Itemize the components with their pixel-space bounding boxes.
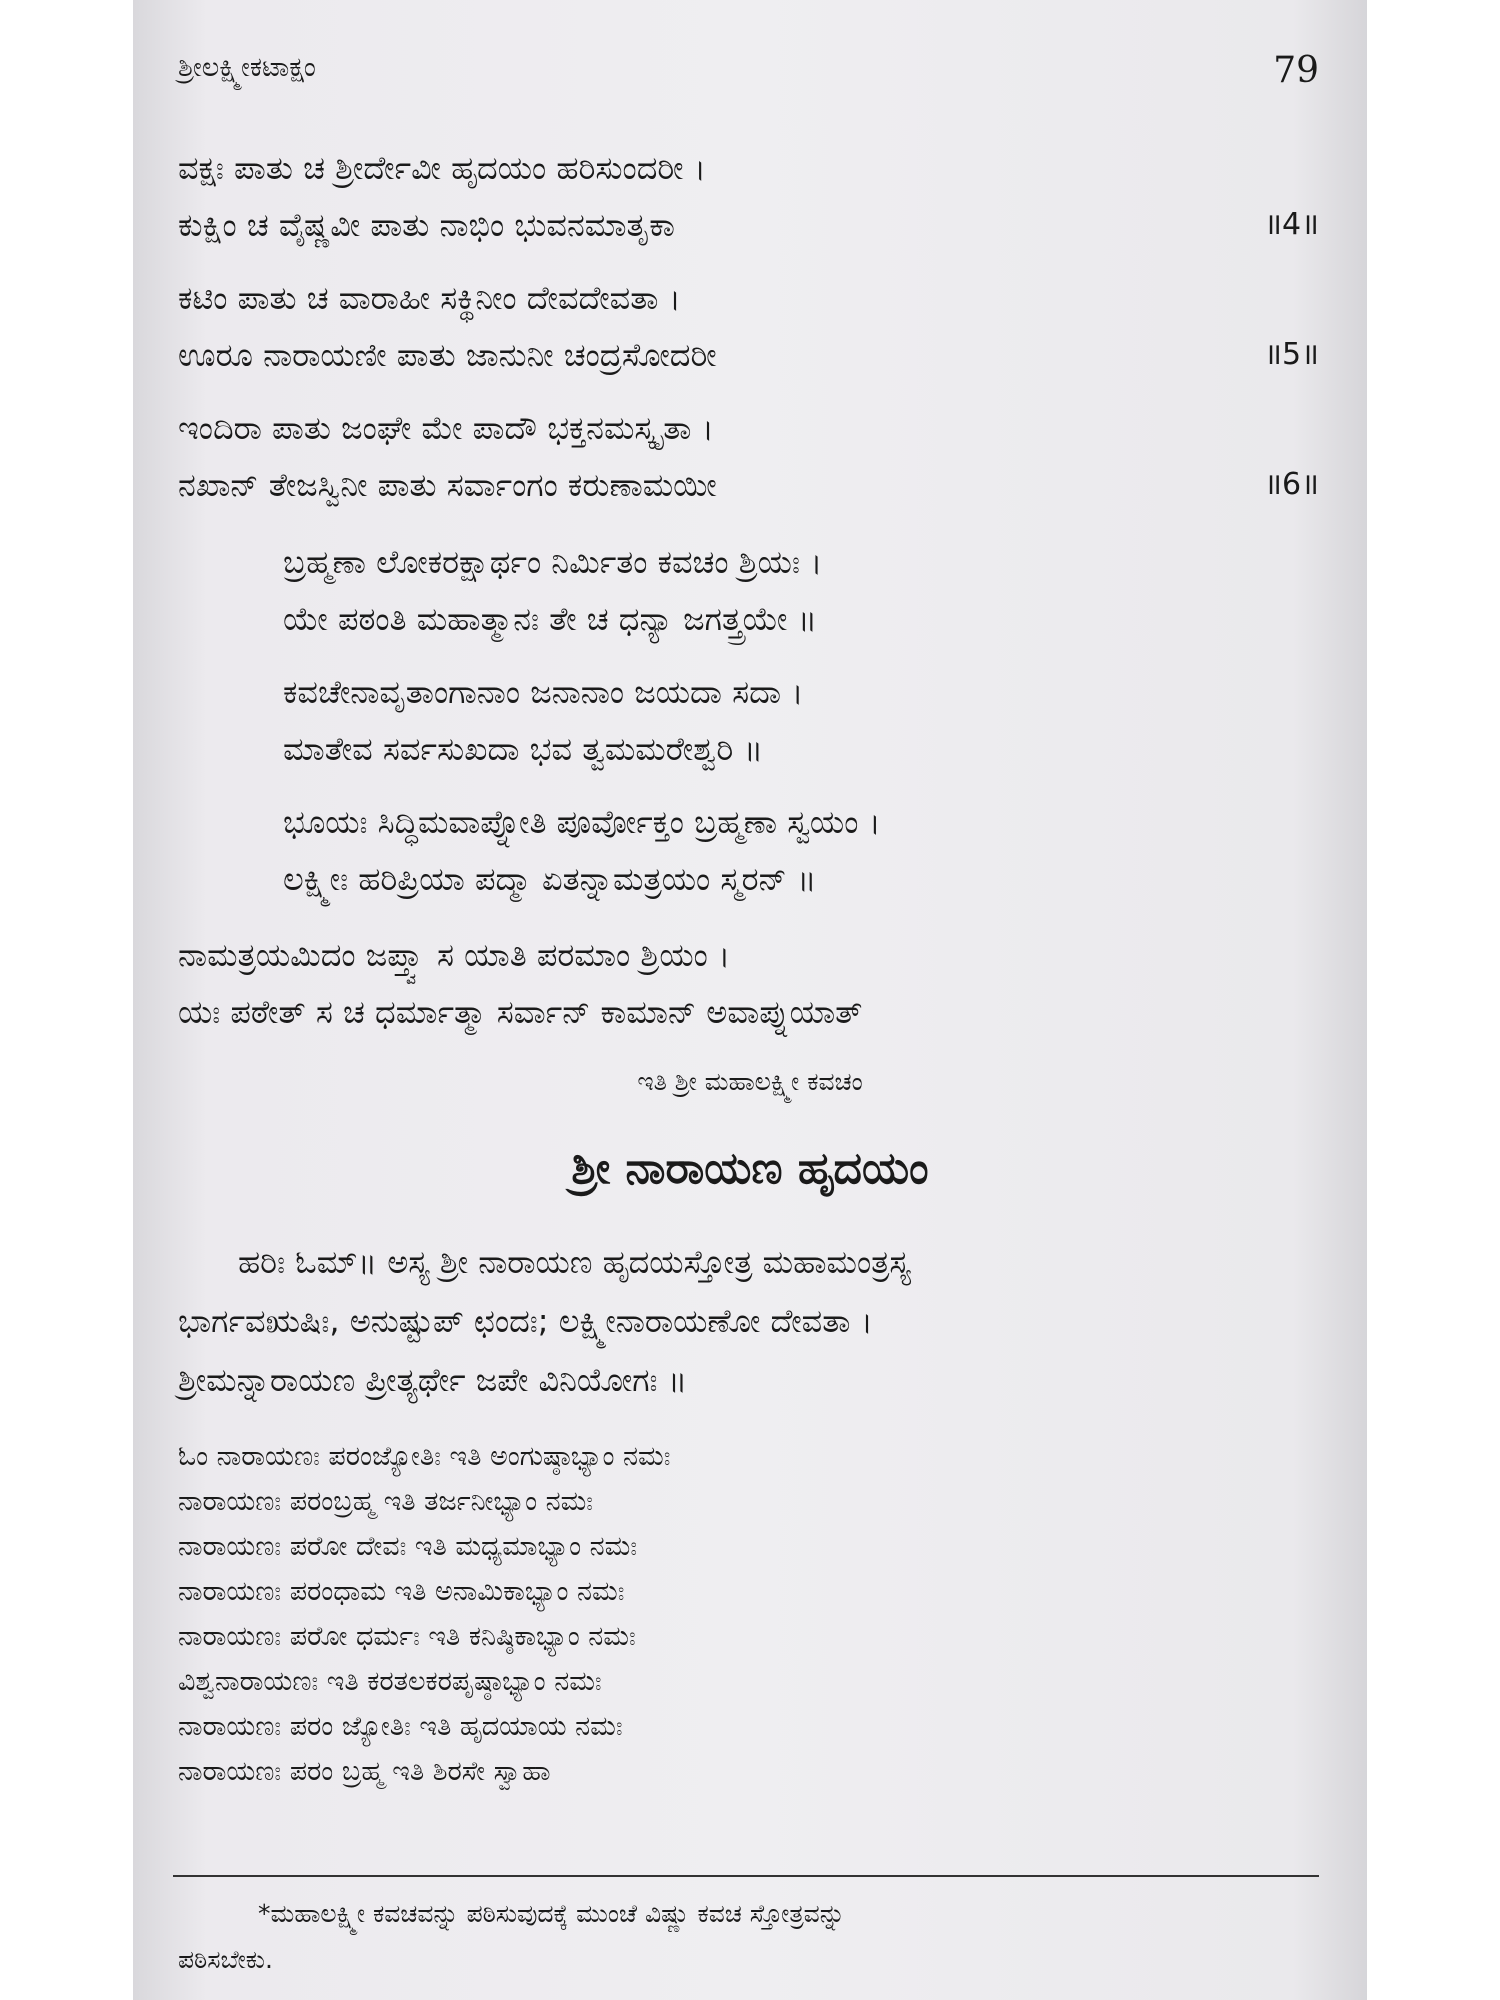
verse-number: ॥6॥: [1263, 467, 1319, 502]
indented-verse-line: ಲಕ್ಷ್ಮೀಃ ಹರಿಪ್ರಿಯಾ ಪದ್ಮಾ ಏತನ್ನಾಮತ್ರಯಂ ಸ್ಮರನ್ ॥: [283, 860, 817, 898]
nyasa-line: ನಾರಾಯಣಃ ಪರೋ ದೇವಃ ಇತಿ ಮಧ್ಯಮಾಭ್ಯಾಂ ನಮಃ: [178, 1531, 638, 1562]
indented-verse-line: ಕವಚೇನಾವೃತಾಂಗಾನಾಂ ಜನಾನಾಂ ಜಯದಾ ಸದಾ ।: [283, 673, 804, 711]
nyasa-line: ನಾರಾಯಣಃ ಪರೋ ಧರ್ಮಃ ಇತಿ ಕನಿಷ್ಠಿಕಾಭ್ಯಾಂ ನಮಃ: [178, 1621, 636, 1652]
indented-verse-line: ಯೇ ಪಠಂತಿ ಮಹಾತ್ಮಾನಃ ತೇ ಚ ಧನ್ಯಾ ಜಗತ್ತ್ರಯೇ ॥: [283, 600, 818, 638]
closing-line: ಯಃ ಪಠೇತ್ ಸ ಚ ಧರ್ಮಾತ್ಮಾ ಸರ್ವಾನ್ ಕಾಮಾನ್ ಅವಾಪ್ನುಯಾತ್: [178, 993, 863, 1031]
verse-line: ಇಂದಿರಾ ಪಾತು ಜಂಘೇ ಮೇ ಪಾದೌ ಭಕ್ತನಮಸ್ಕೃತಾ ।: [178, 409, 714, 447]
indented-verse-line: ಬ್ರಹ್ಮಣಾ ಲೋಕರಕ್ಷಾರ್ಥಂ ನಿರ್ಮಿತಂ ಕವಚಂ ಶ್ರಿಯಃ ।: [283, 543, 823, 581]
running-title: ಶ್ರೀಲಕ್ಷ್ಮೀಕಟಾಕ್ಷಂ: [178, 52, 316, 83]
nyasa-line: ನಾರಾಯಣಃ ಪರಂ ಬ್ರಹ್ಮ ಇತಿ ಶಿರಸೇ ಸ್ವಾಹಾ: [178, 1756, 551, 1787]
colophon: ಇತಿ ಶ್ರೀ ಮಹಾಲಕ್ಷ್ಮೀ ಕವಚಂ: [637, 1067, 863, 1096]
intro-line: ಭಾರ್ಗವಋಷಿಃ, ಅನುಷ್ಟುಪ್ ಛಂದಃ; ಲಕ್ಷ್ಮೀನಾರಾಯಣೋ ದೇವತಾ ।: [178, 1302, 873, 1340]
intro-line: ಶ್ರೀಮನ್ನಾರಾಯಣ ಪ್ರೀತ್ಯರ್ಥೇ ಜಪೇ ವಿನಿಯೋಗಃ ॥: [178, 1361, 688, 1399]
verse-line: ಊರೂ ನಾರಾಯಣೀ ಪಾತು ಜಾನುನೀ ಚಂದ್ರಸೋದರೀ ॥5॥: [178, 330, 1319, 380]
footnote-divider: [173, 1875, 1319, 1877]
footnote-line: ಪಠಿಸಬೇಕು.: [178, 1945, 273, 1974]
verse-line: ವಕ್ಷಃ ಪಾತು ಚ ಶ್ರೀರ್ದೇವೀ ಹೃದಯಂ ಹರಿಸುಂದರೀ ।: [178, 149, 706, 187]
indented-verse-line: ಭೂಯಃ ಸಿದ್ಧಿಮವಾಪ್ನೋತಿ ಪೂರ್ವೋಕ್ತಂ ಬ್ರಹ್ಮಣಾ ಸ್ವಯಂ ।: [283, 803, 881, 841]
footnote-line: *ಮಹಾಲಕ್ಷ್ಮೀ ಕವಚವನ್ನು ಪಠಿಸುವುದಕ್ಕೆ ಮುಂಚೆ ವಿಷ್ಣು ಕವಚ ಸ್ತೋತ್ರವನ್ನು: [258, 1899, 845, 1928]
verse-line: ಕಟಿಂ ಪಾತು ಚ ವಾರಾಹೀ ಸಕ್ಥಿನೀಂ ದೇವದೇವತಾ ।: [178, 279, 681, 317]
page-number: 79: [1273, 50, 1319, 91]
closing-line: ನಾಮತ್ರಯಮಿದಂ ಜಪ್ತ್ವಾ ಸ ಯಾತಿ ಪರಮಾಂ ಶ್ರಿಯಂ ।: [178, 936, 731, 974]
nyasa-line: ನಾರಾಯಣಃ ಪರಂ ಜ್ಯೋತಿಃ ಇತಿ ಹೃದಯಾಯ ನಮಃ: [178, 1711, 623, 1742]
verse-number: ॥4॥: [1263, 207, 1319, 242]
verse-line: ಕುಕ್ಷಿಂ ಚ ವೈಷ್ಣವೀ ಪಾತು ನಾಭಿಂ ಭುವನಮಾತೃಕಾ ॥4॥: [178, 200, 1319, 250]
book-page: [133, 0, 1367, 2000]
verse-line: ನಖಾನ್ ತೇಜಸ್ವಿನೀ ಪಾತು ಸರ್ವಾಂಗಂ ಕರುಣಾಮಯೀ ॥6॥: [178, 460, 1319, 510]
nyasa-line: ವಿಶ್ವನಾರಾಯಣಃ ಇತಿ ಕರತಲಕರಪೃಷ್ಠಾಭ್ಯಾಂ ನಮಃ: [178, 1666, 602, 1697]
intro-line: ಹರಿಃ ಓಮ್॥ ಅಸ್ಯ ಶ್ರೀ ನಾರಾಯಣ ಹೃದಯಸ್ತೋತ್ರ ಮಹಾಮಂತ್ರಸ್ಯ: [238, 1243, 911, 1281]
nyasa-line: ನಾರಾಯಣಃ ಪರಂಧಾಮ ಇತಿ ಅನಾಮಿಕಾಭ್ಯಾಂ ನಮಃ: [178, 1576, 625, 1607]
indented-verse-line: ಮಾತೇವ ಸರ್ವಸುಖದಾ ಭವ ತ್ವಮಮರೇಶ್ವರಿ ॥: [283, 730, 764, 768]
verse-number: ॥5॥: [1263, 337, 1319, 372]
nyasa-line: ನಾರಾಯಣಃ ಪರಂಬ್ರಹ್ಮ ಇತಿ ತರ್ಜನೀಭ್ಯಾಂ ನಮಃ: [178, 1486, 594, 1517]
section-title: ಶ್ರೀ ನಾರಾಯಣ ಹೃದಯಂ: [571, 1143, 929, 1194]
nyasa-line: ಓಂ ನಾರಾಯಣಃ ಪರಂಜ್ಯೋತಿಃ ಇತಿ ಅಂಗುಷ್ಠಾಭ್ಯಾಂ ನಮಃ: [178, 1441, 671, 1472]
